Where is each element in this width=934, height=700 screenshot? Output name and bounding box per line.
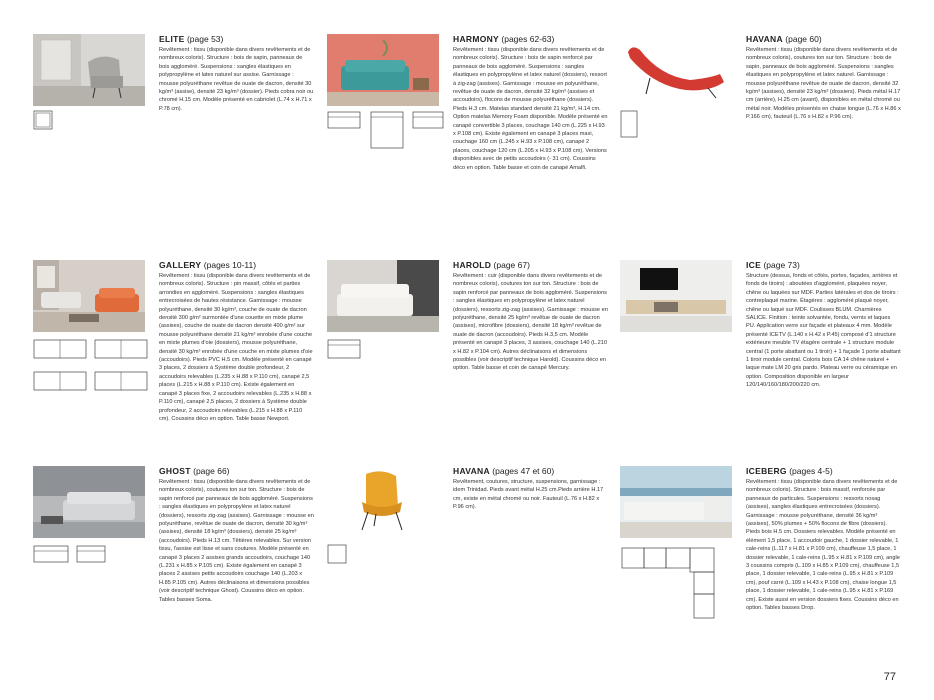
havana-lounger-photo — [620, 34, 732, 106]
product-name: GHOST — [159, 466, 191, 476]
ice-photo — [620, 260, 732, 332]
product-havana-armchair — [453, 466, 608, 512]
product-description: Revêtement, coutures, structure, suspensions, garnissage : idem Trinidad. Pieds avant métal H.25 cm.Pieds arrière H.17 cm, existe en métal chromé ou noir. Fauteuil (L.76 x H.82 x P.96 cm). — [453, 479, 604, 511]
harold-diagram — [327, 338, 361, 360]
elite-diagram — [33, 110, 53, 130]
iceberg-photo — [620, 466, 732, 538]
product-name: ICE — [746, 260, 762, 270]
product-name: HAVANA — [746, 34, 783, 44]
product-pages: (page 67) — [493, 260, 530, 270]
harmony-photo — [327, 34, 439, 106]
havana-lounger-diagram — [620, 110, 640, 138]
product-pages: (page 66) — [193, 466, 230, 476]
gallery-photo — [33, 260, 145, 332]
product-description: Revêtement : tissu (disponible dans divers revêtements et de nombreux coloris). Structure : bois massif, renforcée par panneaux de particules. Suspensions : ressorts nosag (assises), sangles élastiques entrecroisées (dossiers). Garnissage : mousse polyuréthane, densité 36 kg/m³ (assises), 50% plumes + 50% flocons de fibre (dossiers). Pieds bois H.5 cm. Dossiers relevables. Modèle présenté en élément 1,5 place, 1 accoudoir gauche, 1 dossier relevable, 1 cale-reins (L.117 x H.81 x P.109 cm), chauffeuse 1,5 place, 1 dossier relevable, 1 cale-reins (L.95 x H.81 x P.109 cm), angle 3 coussins compris (L.109 x H.85 x P.109 cm), chauffeuse 1,5 place, 1 dossier relevable, 1 cale-reins (L.95 x H.81 x P.109 cm), pouf carré (L.109 x H.43 x P.108 cm), chaise longue 1,5 place, 1 dossier relevable, 1 cale-reins (L.95 x H.81 x P.169 cm). Existe aussi en version dossiers fixes. Coussins déco en option. Tables basses Drop. — [746, 479, 900, 612]
product-description: Revêtement : tissu (disponible dans divers revêtements et de nombreux coloris). Structure : bois de sapin renforcé par panneaux de bois aggloméré. Suspensions : sangles élastiques en polypropylène et latex naturel (dossiers), ressort à zig-zag (assises). Garnissage : mousse en polyuréthane, revêtue de ouate de dacron, densité 32 kg/m³ (assises et accoudoirs), flocons de mousse polyuréthane (dossiers). Pieds H.3 cm. Matelas standard densité 21 kg/m³, H.14 cm. Option matelas Memory Foam disponible. Modèle présenté en canapé convertible 3 places, couchage 140 cm (L.225 x H.93 x P.108 cm). Existe également en canapé 3 places maxi, couchage 160 cm (L.245 x H.93 x P.108 cm), canapé 2 places, couchage 120 cm (L.205 x H.93 x P.108 cm). Versions disponibles avec de petits accoudoirs (- 31 cm). Coussins déco en option. Table basse et coin de canapé Amalfi. — [453, 47, 608, 171]
havana-armchair-photo — [352, 466, 412, 538]
product-pages: (pages 62-63) — [501, 34, 555, 44]
harmony-diagram — [327, 110, 445, 150]
havana-armchair-diagram — [327, 544, 347, 564]
ghost-photo — [33, 466, 145, 538]
elite-photo — [33, 34, 145, 106]
product-iceberg — [746, 466, 901, 613]
product-pages: (pages 10-11) — [203, 260, 257, 270]
gallery-diagram — [33, 338, 151, 408]
product-description: Revêtement : tissu (disponible dans divers revêtements et de nombreux coloris). Structure : pin massif, côtés et parties arrondies en aggloméré. Suspensions : sangles élastiques entrecroisées de hautes résistance. Garnissage : mousse polyuréthane, densité 30 kg/m³, couche de ouate de dacron densité 300 g/m² surmontée d'une couette en mixte plume (assises), couche de ouate de dacron densité 400 g/m² sur mousse polyuréthane densité 21 kg/m³ enrobée d'une couche en mixte plumes d'oie (dossiers), mousse polyuréthane, densité 30 kg/m³ enrobée d'une couche en mixte plumes d'oie (accoudoirs). Pieds PVC H.5 cm. Modèle présenté en canapé 3 places, 2 dossiers à Système double profondeur, 2 accoudoirs relevables (L.235 x H.88 x P.110 cm), canapé 2,5 places (L.215 x H.88 x P.110 cm). Existe également en canapé 3 places fixe, 2 accoudoirs relevables (L.235 x H.88 x P.110 cm), canapé 2,5 places, 2 dossiers à Système double profondeur, 2 accoudoirs relevables (L.215 x H.88 x P.110 cm). Coussins déco en option. Table basse Newport. — [159, 273, 313, 422]
product-pages: (pages 47 et 60) — [492, 466, 555, 476]
product-name: HAROLD — [453, 260, 492, 270]
harold-photo — [327, 260, 439, 332]
product-harold — [453, 260, 608, 373]
product-name: GALLERY — [159, 260, 202, 270]
ghost-diagram — [33, 544, 151, 566]
product-pages: (page 73) — [763, 260, 800, 270]
product-name: ELITE — [159, 34, 185, 44]
iceberg-diagram — [620, 544, 716, 620]
product-name: HAVANA — [453, 466, 490, 476]
product-pages: (page 53) — [186, 34, 224, 44]
product-name: ICEBERG — [746, 466, 787, 476]
product-description: Revêtement : cuir (disponible dans divers revêtements et de nombreux coloris), coutures ton sur ton. Structure : bois de sapin renforcé par panneaux de bois aggloméré. Suspensions : sangles élastiques en polypropylène et latex naturel (dossiers), ressorts zig-zag (assises). Garnissage : mousse en polyuréthane, densité 25 kg/m³ revêtue de ouate de dacron (assises), microfibre (dossiers), densité 18 kg/m³ revêtue de ouate de dacron (accoudoirs). Pieds H.3,5 cm. Modèle présenté en canapé 3 places, 3 assises, couchage 140 (L.210 x H.82 x P.104 cm). Autres déclinaisons et dimensions possibles (voir descriptif technique Harold). Coussins déco en option. Table basse et coin de canapé Mercury. — [453, 273, 608, 372]
product-ghost — [159, 466, 314, 604]
product-gallery — [159, 260, 314, 423]
product-havana — [746, 34, 901, 122]
page-number: 77 — [883, 671, 896, 683]
product-ice — [746, 260, 901, 390]
product-pages: (pages 4-5) — [789, 466, 833, 476]
product-description: Revêtement : tissu (disponible dans divers revêtements et de nombreux coloris). Structure : bois de sapin, panneaux de bois aggloméré. Suspensions : sangles élastiques en polypropylène et latex naturel sur assise. Garnissage : mousse polyuréthane revêtue de ouate de dacron, densité 30 kg/m³ (assise), densité 23 kg/m³ (dossier). Pieds cobra noir ou chromé H.15 cm. Modèle présenté en cabriolet (L.74 x H.71 x P.78 cm). — [159, 47, 314, 112]
product-elite — [159, 34, 314, 113]
product-name: HARMONY — [453, 34, 500, 44]
product-pages: (page 60) — [785, 34, 822, 44]
product-description: Structure (dessus, fonds et côtés, portes, façades, arrières et fonds de tiroirs) : aboutées d'aggloméré, plaquées noyer, chêne ou laquées sur MDF. Parties latérales et dos de tiroirs : contreplaqué marine. Étagères : aggloméré plaqué noyer, chêne ou laqué sur MDF. Coulisses BLUM. Charnières SALICE. Finition : teinte solvantée, fondu, vernis et laques PU. Application verre sur façade et plateaux 4 mm. Modèle présenté ICETV (L.140 x H.42 x P.45) composé d'1 structure extérieure meuble TV étagère centrale + 1 structure module central (1 porte abattant ou 1 tiroir) + 1 façade 1 porte abattant 1 tiroir module central. Coloris bois CA 14 chêne naturel + laque mate LM 20 gris pardo. Plateau verre ou céramique en option. Composition disponible en largeur 120/140/160/180/200/220 cm. — [746, 273, 901, 389]
product-description: Revêtement : tissu (disponible dans divers revêtements et de nombreux coloris), coutures ton sur ton. Structure : bois de sapin renforcé par panneaux de bois aggloméré. Suspensions : sangles élastiques en polypropylène et latex naturel (dossiers), ressorts zig-zag (assises). Garnissage : mousse en polyuréthane, revêtue de ouate de dacron, densité 30 kg/m³ (assises), densité 18 kg/m³ (dossiers), densité 25 kg/m³ (accoudoirs). Pieds H.13 cm. Têtières relevables. Sur version tissu, l'assise est lisse et sans coutures. Modèle présenté en canapé 3 places 2 assises grands accoudoirs, couchage 140 (L.231 x H.85 x P.105 cm). Existe également en canapé 3 places 2 assises petits accoudoirs couchage 140 (L.203 x H.85 P.105 cm). Autres déclinaisons et dimensions possibles (voir descriptif technique Ghost). Coussins déco en option. Tables basses Soma. — [159, 479, 314, 603]
product-harmony — [453, 34, 608, 172]
product-description: Revêtement : tissu (disponible dans divers revêtements et de nombreux coloris), coutures ton sur ton. Structure : bois de sapin, panneaux de bois aggloméré. Suspensions : sangles élastiques en polypropylène et latex naturel. Garnissage : mousse polyuréthane revêtue de ouate de dacron, densité 32 kg/m³ (assises), densité 23 kg/m³ (dossiers). Pieds métal H.17 cm (arrière), H.25 cm (avant), disponibles en métal chromé ou métal noir. Modèles présentés en chaise longue (L.76 x H.86 x P.166 cm), fauteuil (L.76 x H.82 x P.96 cm). — [746, 47, 901, 121]
